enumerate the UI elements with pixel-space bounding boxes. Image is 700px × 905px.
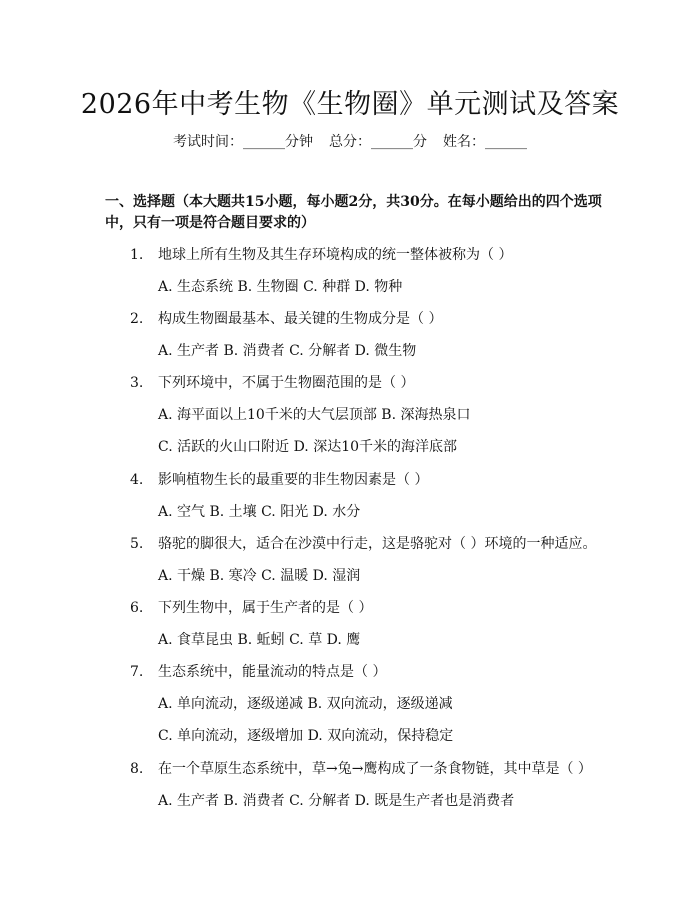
question-text: 地球上所有生物及其生存环境构成的统一整体被称为（ ） <box>158 247 513 263</box>
question-7-options-line-1: A. 单向流动，逐级递减 B. 双向流动，逐级递减 <box>158 696 453 712</box>
question-number: 4. <box>130 472 144 488</box>
question-6-options: A. 食草昆虫 B. 蚯蚓 C. 草 D. 鹰 <box>158 632 361 648</box>
question-2 <box>130 308 442 328</box>
question-number: 6. <box>130 600 144 616</box>
question-3-options-line-2: C. 活跃的火山口附近 D. 深达10千米的海洋底部 <box>158 439 458 455</box>
question-4-options: A. 空气 B. 土壤 C. 阳光 D. 水分 <box>158 504 361 520</box>
exam-time-field: 考试时间：______分钟 <box>173 134 313 150</box>
student-name-field: 姓名：______ <box>443 134 527 150</box>
question-text: 构成生物圈最基本、最关键的生物成分是（ ） <box>158 311 443 327</box>
total-score-field: 总分：______分 <box>329 134 427 150</box>
question-text: 下列环境中，不属于生物圈范围的是（ ） <box>158 375 415 391</box>
question-1 <box>130 244 512 264</box>
page-title: 2026年中考生物《生物圈》单元测试及答案 <box>80 89 620 120</box>
question-6 <box>130 597 372 617</box>
question-text: 生态系统中，能量流动的特点是（ ） <box>158 664 387 680</box>
question-3-options-line-1: A. 海平面以上10千米的大气层顶部 B. 深海热泉口 <box>158 407 471 423</box>
question-number: 2. <box>130 311 144 327</box>
question-text: 骆驼的脚很大，适合在沙漠中行走，这是骆驼对（ ）环境的一种适应。 <box>158 536 597 552</box>
question-5-options: A. 干燥 B. 寒冷 C. 温暖 D. 湿润 <box>158 568 361 584</box>
question-8-options: A. 生产者 B. 消费者 C. 分解者 D. 既是生产者也是消费者 <box>158 793 515 809</box>
question-text: 下列生物中，属于生产者的是（ ） <box>158 600 373 616</box>
question-8 <box>130 758 592 778</box>
question-text: 影响植物生长的最重要的非生物因素是（ ） <box>158 472 429 488</box>
question-3 <box>130 372 414 392</box>
question-number: 7. <box>130 664 144 680</box>
question-4 <box>130 469 428 489</box>
question-number: 1. <box>130 247 144 263</box>
exam-meta <box>0 131 700 151</box>
question-1-options: A. 生态系统 B. 生物圈 C. 种群 D. 物种 <box>158 279 403 295</box>
question-number: 3. <box>130 375 144 391</box>
question-text: 在一个草原生态系统中，草→兔→鹰构成了一条食物链，其中草是（ ） <box>158 761 592 777</box>
question-number: 5. <box>130 536 144 552</box>
question-2-options: A. 生产者 B. 消费者 C. 分解者 D. 微生物 <box>158 343 417 359</box>
question-number: 8. <box>130 761 144 777</box>
question-7-options-line-2: C. 单向流动，逐级增加 D. 双向流动，保持稳定 <box>158 728 454 744</box>
question-5 <box>130 533 596 553</box>
question-7 <box>130 661 386 681</box>
section-heading-choice: 一、选择题（本大题共15小题，每小题2分，共30分。在每小题给出的四个选项中，只有一项是符合题目要求的） <box>105 194 602 231</box>
